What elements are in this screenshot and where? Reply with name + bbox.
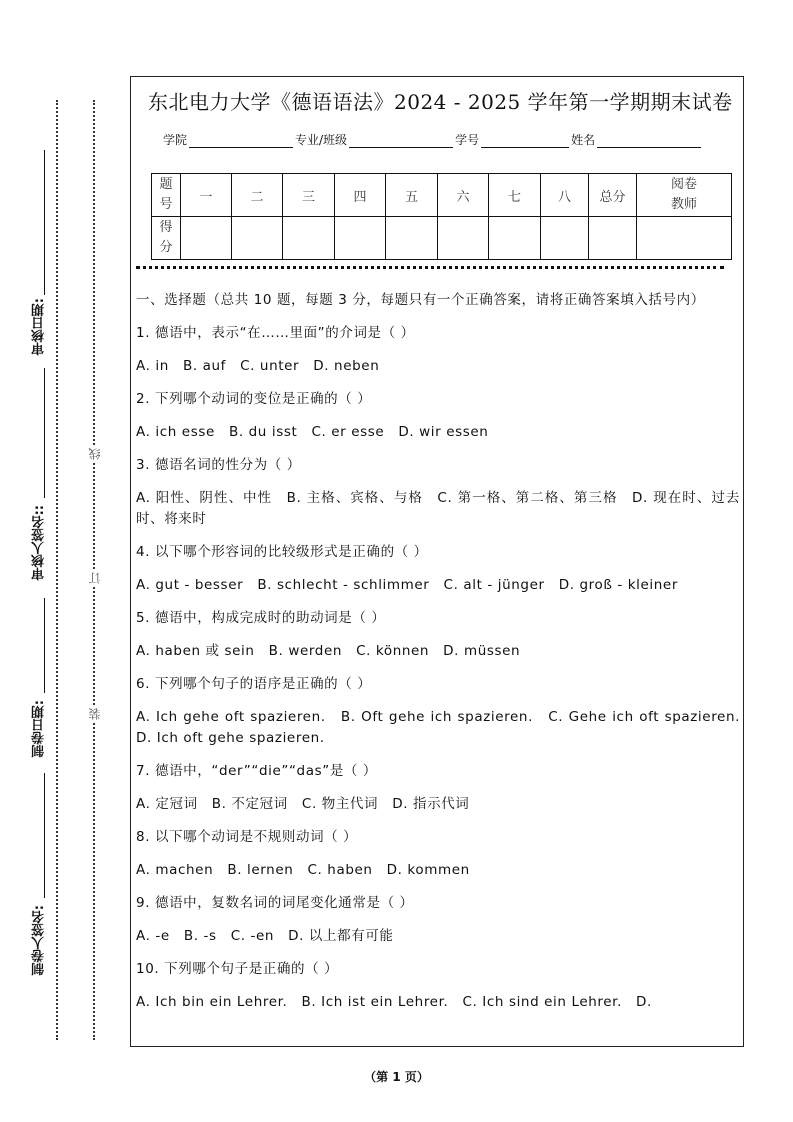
col-total: 总分 (589, 174, 637, 217)
question-7: 7. 德语中，“der”“die”“das”是（ ） (136, 763, 378, 779)
binding-mark-line: 线 (88, 448, 102, 460)
col-grader: 阅卷 教师 (637, 174, 732, 217)
score-table (151, 173, 732, 260)
question-5-options: A. haben 或 sein B. werden C. können D. müssen (136, 643, 521, 659)
college-field[interactable] (189, 133, 293, 148)
col-5: 五 (386, 174, 438, 217)
question-10-options: A. Ich bin ein Lehrer. B. Ich ist ein Lehrer. C. Ich sind ein Lehrer. D. (136, 994, 652, 1010)
question-6-options: A. Ich gehe oft spazieren. B. Oft gehe ich spazieren. C. Gehe ich oft spazieren. D. Ich oft gehe spazieren. (136, 709, 755, 746)
question-9-options: A. -e B. -s C. -en D. 以上都有可能 (136, 928, 394, 944)
score-table-score-row (152, 217, 732, 260)
binding-mark-order: 订 (88, 572, 102, 584)
binding-mark-bind: 装 (88, 708, 102, 720)
col-8: 八 (541, 174, 589, 217)
maker-sign-label: 制卷人签名: (32, 905, 47, 976)
reviewer-sign-label: 审核人签名:: (32, 505, 47, 581)
question-3-options: A. 阳性、阴性、中性 B. 主格、宾格、与格 C. 第一格、第二格、第三格 D. 现在时、过去时、将来时 (136, 490, 740, 527)
page-number: （第 1 页） (364, 1070, 429, 1084)
reviewer-sign-underline (44, 368, 45, 498)
score-cell[interactable] (386, 217, 438, 260)
col-6: 六 (438, 174, 489, 217)
college-label: 学院 (163, 133, 188, 147)
make-date-label: 制卷日期: (32, 700, 47, 758)
score-label-cell: 得 分 (152, 217, 181, 260)
student-id-field[interactable] (481, 133, 569, 148)
exam-title: 东北电力大学《德语语法》2024 - 2025 学年第一学期期末试卷 (148, 90, 733, 114)
score-table-header-row (152, 174, 732, 217)
section-choice-questions (136, 290, 755, 1025)
score-cell-grader[interactable] (637, 217, 732, 260)
col-3: 三 (283, 174, 335, 217)
score-cell[interactable] (283, 217, 335, 260)
question-2: 2. 下列哪个动词的变位是正确的（ ） (136, 391, 372, 407)
question-1: 1. 德语中，表示“在……里面”的介词是（ ） (136, 325, 415, 341)
major-label: 专业/班级 (295, 133, 348, 147)
question-1-options: A. in B. auf C. unter D. neben (136, 358, 380, 374)
name-label: 姓名 (571, 133, 596, 147)
maker-sign-underline (44, 773, 45, 898)
question-2-options: A. ich esse B. du isst C. er esse D. wir essen (136, 424, 489, 440)
question-9: 9. 德语中，复数名词的词尾变化通常是（ ） (136, 895, 414, 911)
section-heading: 一、选择题（总共 10 题，每题 3 分，每题只有一个正确答案，请将正确答案填入括号内） (136, 292, 705, 308)
student-id-label: 学号 (455, 133, 480, 147)
col-7: 七 (489, 174, 541, 217)
score-cell[interactable] (335, 217, 386, 260)
name-field[interactable] (597, 133, 701, 148)
score-cell[interactable] (438, 217, 489, 260)
question-6: 6. 下列哪个句子的语序是正确的（ ） (136, 676, 372, 692)
question-7-options: A. 定冠词 B. 不定冠词 C. 物主代词 D. 指示代词 (136, 796, 470, 812)
binding-dotted-line-outer (56, 100, 58, 1040)
question-4: 4. 以下哪个形容词的比较级形式是正确的（ ） (136, 544, 428, 560)
make-date-underline (44, 598, 45, 693)
review-date-underline (44, 150, 45, 295)
col-4: 四 (335, 174, 386, 217)
major-field[interactable] (349, 133, 453, 148)
question-10: 10. 下列哪个句子是正确的（ ） (136, 961, 339, 977)
col-2: 二 (232, 174, 283, 217)
col-1: 一 (181, 174, 232, 217)
question-4-options: A. gut - besser B. schlecht - schlimmer C. alt - jünger D. groß - kleiner (136, 577, 678, 593)
score-cell[interactable] (541, 217, 589, 260)
question-5: 5. 德语中，构成完成时的助动词是（ ） (136, 610, 386, 626)
student-info-row (163, 131, 703, 148)
score-cell[interactable] (181, 217, 232, 260)
question-8-options: A. machen B. lernen C. haben D. kommen (136, 862, 470, 878)
header-label-cell: 题 号 (152, 174, 181, 217)
score-cell[interactable] (232, 217, 283, 260)
review-date-label: 审核日期: (32, 298, 47, 356)
score-cell[interactable] (489, 217, 541, 260)
score-cell-total[interactable] (589, 217, 637, 260)
question-3: 3. 德语名词的性分为（ ） (136, 457, 301, 473)
question-8: 8. 以下哪个动词是不规则动词（ ） (136, 829, 358, 845)
dotted-separator (136, 266, 724, 269)
